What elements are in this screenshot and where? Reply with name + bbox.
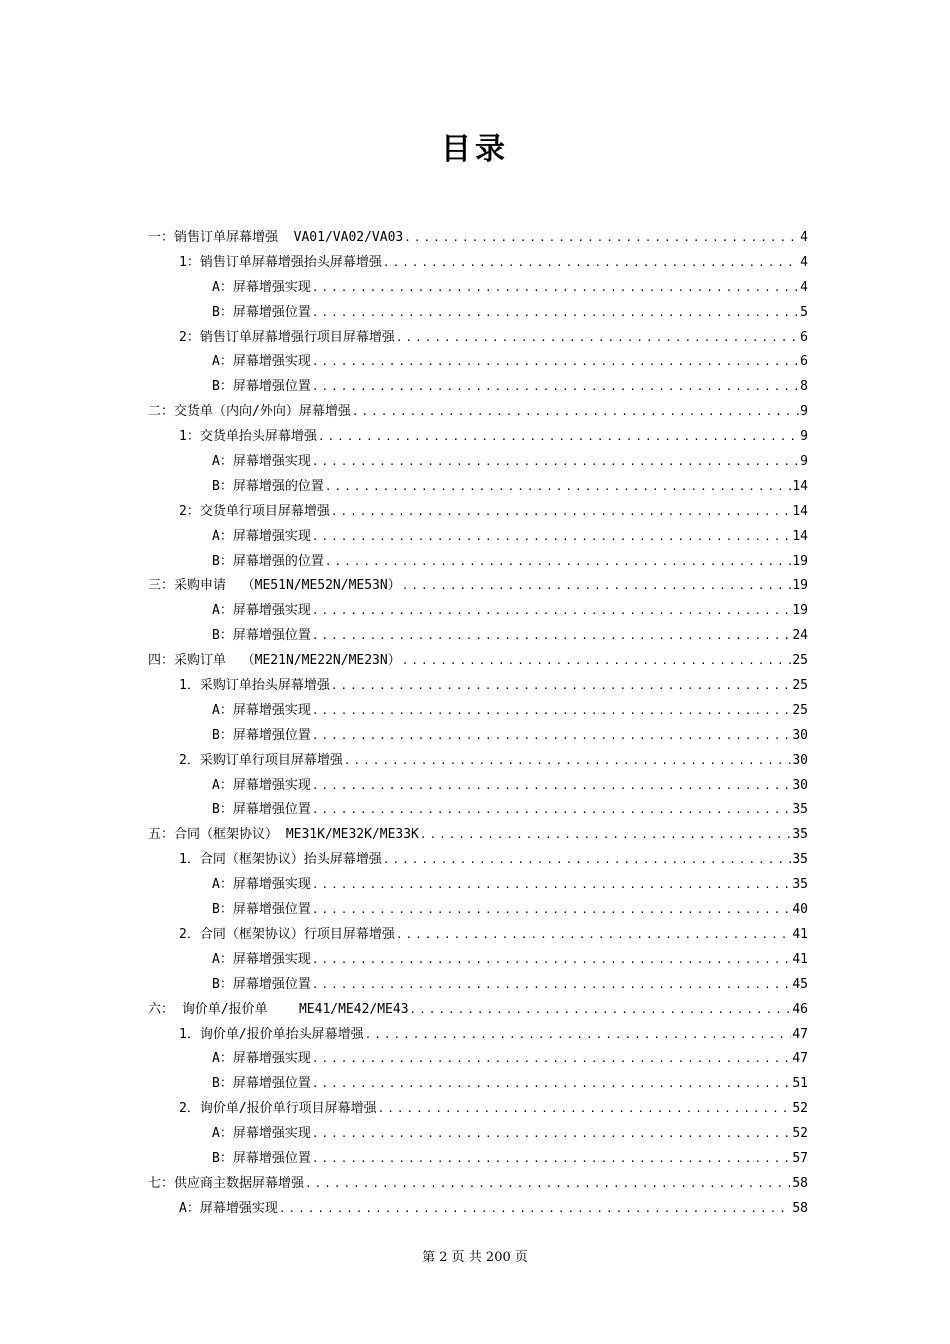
toc-page-number: 14: [792, 528, 808, 544]
toc-dot-leader: [396, 928, 792, 941]
toc-entry[interactable]: [148, 724, 808, 749]
toc-entry-text: 2．询价单/报价单行项目屏幕增强: [179, 1101, 377, 1117]
toc-entry-text: 1．询价单/报价单抬头屏幕增强: [179, 1026, 364, 1042]
toc-entry-text: B：屏幕增强的位置: [212, 553, 324, 569]
toc-dot-leader: [312, 380, 799, 393]
toc-entry-text: 1：交货单抬头屏幕增强: [179, 429, 317, 445]
toc-entry[interactable]: [148, 500, 808, 525]
toc-dot-leader: [312, 355, 799, 368]
toc-entry-text: B：屏幕增强位置: [212, 1076, 311, 1092]
toc-entry-text: 六： 询价单/报价单 ME41/ME42/ME43: [148, 1001, 409, 1017]
toc-entry-text: 一：销售订单屏幕增强 VA01/VA02/VA03: [148, 230, 404, 245]
toc-entry-text: A：屏幕增强实现: [212, 354, 311, 370]
toc-entry-text: A：屏幕增强实现: [212, 1126, 311, 1142]
toc-page-number: 46: [792, 1001, 808, 1017]
toc-page-number: 35: [792, 802, 808, 818]
toc-entry-text: 2：交货单行项目屏幕增强: [179, 503, 330, 519]
toc-entry-text: 五：合同（框架协议） ME31K/ME32K/ME33K: [148, 827, 419, 843]
toc-entry-text: A：屏幕增强实现: [212, 528, 311, 544]
toc-page-number: 52: [792, 1101, 808, 1117]
toc-dot-leader: [312, 1127, 792, 1140]
toc-dot-leader: [279, 1202, 792, 1215]
toc-page-number: 47: [792, 1026, 808, 1042]
toc-entry-text: A：屏幕增强实现: [212, 951, 311, 967]
toc-dot-leader: [312, 903, 792, 916]
toc-entry[interactable]: [148, 1072, 808, 1097]
toc-dot-leader: [312, 281, 799, 294]
toc-page-number: 25: [792, 678, 808, 694]
toc-dot-leader: [383, 853, 792, 866]
toc-entry[interactable]: [148, 1047, 808, 1072]
toc-page-number: 4: [800, 279, 808, 295]
toc-entry-text: B：屏幕增强位置: [212, 1150, 311, 1166]
toc-entry-text: 1：销售订单屏幕增强抬头屏幕增强: [179, 254, 382, 270]
toc-entry[interactable]: [148, 276, 808, 301]
toc-dot-leader: [404, 231, 799, 244]
toc-entry[interactable]: [148, 1023, 808, 1048]
toc-page-number: 19: [792, 578, 808, 594]
toc-entry-text: A：屏幕增强实现: [212, 877, 311, 893]
toc-entry[interactable]: [148, 475, 808, 500]
toc-dot-leader: [331, 679, 792, 692]
toc-page-number: 14: [792, 478, 808, 494]
toc-page-number: 25: [792, 702, 808, 718]
toc-entry-text: 三：采购申请 （ME51N/ME52N/ME53N）: [148, 578, 401, 594]
toc-entry-text: A：屏幕增强实现: [212, 777, 311, 793]
toc-dot-leader: [420, 828, 791, 841]
toc-entry-text: B：屏幕增强位置: [212, 802, 311, 818]
toc-entry-text: A：屏幕增强实现: [212, 279, 311, 295]
toc-entry-text: 2．合同（框架协议）行项目屏幕增强: [179, 926, 395, 942]
toc-entry-text: 七：供应商主数据屏幕增强: [148, 1175, 305, 1191]
toc-page-number: 51: [792, 1076, 808, 1092]
toc-entry[interactable]: [148, 400, 808, 425]
toc-page-number: 35: [792, 827, 808, 843]
toc-page-number: 14: [792, 503, 808, 519]
toc-dot-leader: [312, 604, 792, 617]
toc-page-number: 41: [792, 951, 808, 967]
toc-dot-leader: [312, 953, 792, 966]
toc-entry[interactable]: [148, 774, 808, 799]
toc-dot-leader: [312, 1152, 792, 1165]
toc-entry[interactable]: [148, 375, 808, 400]
toc-dot-leader: [325, 555, 792, 568]
toc-page-number: 4: [800, 230, 808, 245]
toc-entry[interactable]: [148, 973, 808, 998]
toc-page-number: 35: [792, 877, 808, 893]
toc-dot-leader: [352, 405, 799, 418]
toc-entry[interactable]: [148, 649, 808, 674]
toc-dot-leader: [312, 1052, 792, 1065]
toc-page-number: 57: [792, 1150, 808, 1166]
toc-entry[interactable]: [148, 1197, 808, 1222]
toc-entry-text: A：屏幕增强实现: [212, 702, 311, 718]
toc-entry-text: B：屏幕增强位置: [212, 304, 311, 320]
toc-entry-text: 2：销售订单屏幕增强行项目屏幕增强: [179, 329, 395, 345]
toc-entry[interactable]: [148, 948, 808, 973]
toc-page-number: 6: [800, 354, 808, 370]
toc-entry-text: A：屏幕增强实现: [179, 1200, 278, 1216]
toc-page-number: 4: [800, 254, 808, 270]
toc-entry-text: B：屏幕增强位置: [212, 628, 311, 644]
toc-page-number: 58: [792, 1200, 808, 1216]
toc-entry[interactable]: [148, 749, 808, 774]
toc-dot-leader: [312, 530, 792, 543]
toc-page-number: 30: [792, 727, 808, 743]
toc-dot-leader: [312, 704, 792, 717]
toc-page-number: 19: [792, 603, 808, 619]
toc-page-number: 25: [792, 653, 808, 669]
toc-dot-leader: [312, 1077, 792, 1090]
toc-entry[interactable]: [148, 848, 808, 873]
toc-entry[interactable]: [148, 301, 808, 326]
toc-page-number: 9: [800, 404, 808, 420]
toc-page-number: 9: [800, 454, 808, 470]
toc-entry-text: B：屏幕增强位置: [212, 379, 311, 395]
toc-entry[interactable]: [148, 1122, 808, 1147]
toc-entry-text: A：屏幕增强实现: [212, 454, 311, 470]
toc-page-number: 24: [792, 628, 808, 644]
toc-entry[interactable]: [148, 450, 808, 475]
toc-page-number: 45: [792, 976, 808, 992]
toc-dot-leader: [410, 1003, 792, 1016]
toc-page-number: 40: [792, 902, 808, 918]
toc-entry-text: B：屏幕增强的位置: [212, 478, 324, 494]
toc-entry[interactable]: [148, 525, 808, 550]
toc-entry[interactable]: [148, 674, 808, 699]
toc-page-number: 47: [792, 1051, 808, 1067]
toc-page-number: 58: [792, 1175, 808, 1191]
toc-entry-text: A：屏幕增强实现: [212, 1051, 311, 1067]
toc-page-number: 8: [800, 379, 808, 395]
toc-entry-text: B：屏幕增强位置: [212, 976, 311, 992]
toc-dot-leader: [318, 430, 799, 443]
toc-entry[interactable]: [148, 898, 808, 923]
toc-page-number: 30: [792, 752, 808, 768]
toc-dot-leader: [396, 331, 799, 344]
toc-entry[interactable]: [148, 1147, 808, 1172]
toc-dot-leader: [312, 629, 792, 642]
toc-entry[interactable]: [148, 823, 808, 848]
toc-dot-leader: [312, 978, 792, 991]
toc-page-number: 19: [792, 553, 808, 569]
toc-title: 目录: [441, 132, 509, 167]
toc-dot-leader: [312, 729, 792, 742]
toc-dot-leader: [312, 455, 799, 468]
toc-entry[interactable]: [148, 624, 808, 649]
toc-page-number: 35: [792, 852, 808, 868]
toc-dot-leader: [365, 1028, 792, 1041]
toc-entry[interactable]: [148, 599, 808, 624]
toc-entry-text: 2．采购订单行项目屏幕增强: [179, 752, 343, 768]
toc-dot-leader: [402, 579, 792, 592]
toc-dot-leader: [312, 878, 792, 891]
toc-entry[interactable]: [148, 1097, 808, 1122]
toc-entry[interactable]: [148, 226, 808, 251]
toc-dot-leader: [331, 505, 792, 518]
toc-dot-leader: [402, 654, 792, 667]
toc-dot-leader: [312, 779, 792, 792]
toc-entry-text: 二：交货单（内向/外向）屏幕增强: [148, 404, 351, 420]
toc-page-number: 6: [800, 329, 808, 345]
toc-dot-leader: [378, 1102, 792, 1115]
toc-dot-leader: [312, 803, 792, 816]
toc-entry[interactable]: [148, 425, 808, 450]
toc-page-number: 9: [800, 429, 808, 445]
page-footer: 第 2 页 共 200 页: [422, 1250, 528, 1265]
toc-page-number: 30: [792, 777, 808, 793]
toc-page-number: 41: [792, 926, 808, 942]
toc-entry[interactable]: [148, 574, 808, 599]
toc-entry[interactable]: [148, 251, 808, 276]
toc-entry[interactable]: [148, 326, 808, 351]
toc-entry-text: 1．采购订单抬头屏幕增强: [179, 678, 330, 694]
toc-page-number: 5: [800, 304, 808, 320]
toc-entry-text: 四：采购订单 （ME21N/ME22N/ME23N）: [148, 653, 401, 669]
toc-page-number: 52: [792, 1126, 808, 1142]
toc-dot-leader: [305, 1177, 791, 1190]
toc-dot-leader: [325, 480, 792, 493]
toc-entry-text: 1．合同（框架协议）抬头屏幕增强: [179, 852, 382, 868]
toc-entry-text: B：屏幕增强位置: [212, 902, 311, 918]
toc-entry[interactable]: [148, 350, 808, 375]
toc-entry[interactable]: [148, 699, 808, 724]
toc-dot-leader: [344, 754, 792, 767]
toc-entry[interactable]: [148, 550, 808, 575]
toc-entry[interactable]: [148, 873, 808, 898]
toc-entry[interactable]: [148, 1172, 808, 1197]
toc-entry[interactable]: [148, 923, 808, 948]
table-of-contents: [148, 226, 808, 1222]
toc-dot-leader: [312, 306, 799, 319]
toc-entry[interactable]: [148, 998, 808, 1023]
toc-entry[interactable]: [148, 798, 808, 823]
toc-entry-text: B：屏幕增强位置: [212, 727, 311, 743]
toc-entry-text: A：屏幕增强实现: [212, 603, 311, 619]
toc-dot-leader: [383, 256, 799, 269]
